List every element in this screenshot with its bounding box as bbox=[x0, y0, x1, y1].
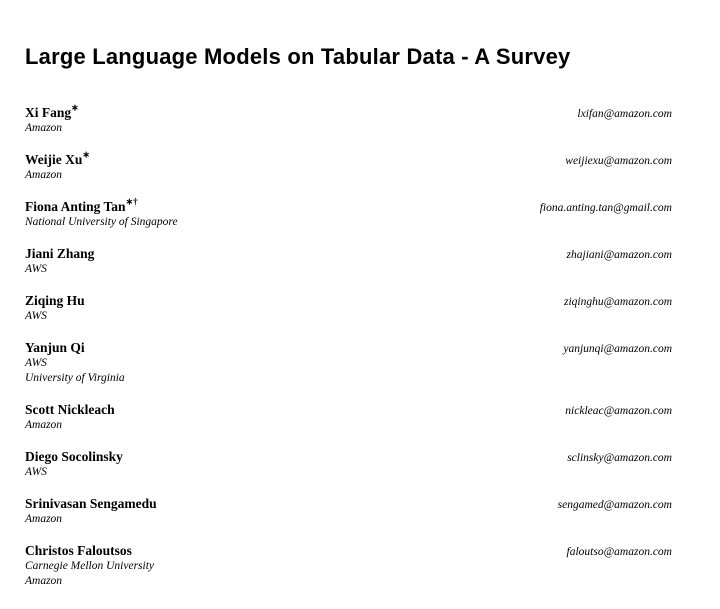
author-affiliations bbox=[25, 465, 567, 480]
author-info bbox=[25, 102, 577, 136]
author-block bbox=[25, 496, 672, 527]
author-name-line bbox=[25, 340, 563, 356]
author-info bbox=[25, 246, 567, 277]
author-block bbox=[25, 340, 672, 386]
author-email: yanjunqi@amazon.com bbox=[563, 343, 672, 356]
author-footnote-marker: ∗ bbox=[71, 102, 79, 113]
author-email: fiona.anting.tan@gmail.com bbox=[539, 202, 672, 215]
author-email: nickleac@amazon.com bbox=[565, 405, 672, 418]
author-affiliation: Amazon bbox=[25, 169, 63, 182]
author-affiliations bbox=[25, 309, 564, 324]
author-name: Yanjun Qi bbox=[25, 340, 85, 356]
author-info bbox=[25, 543, 567, 589]
author-affiliation: Carnegie Mellon University bbox=[25, 560, 155, 573]
author-name: Xi Fang bbox=[25, 105, 72, 121]
author-name: Ziqing Hu bbox=[25, 293, 85, 309]
author-email: sclinsky@amazon.com bbox=[567, 452, 672, 465]
author-info bbox=[25, 196, 540, 230]
author-affiliation: Amazon bbox=[25, 513, 63, 526]
author-name-line bbox=[25, 196, 540, 215]
author-footnote-marker: ∗† bbox=[125, 196, 138, 207]
author-email: sengamed@amazon.com bbox=[557, 499, 672, 512]
author-affiliations bbox=[25, 356, 563, 386]
author-info bbox=[25, 496, 558, 527]
author-name-line bbox=[25, 102, 577, 121]
author-name-line bbox=[25, 543, 567, 559]
author-affiliation: Amazon bbox=[25, 122, 63, 135]
author-email: zhajiani@amazon.com bbox=[566, 249, 672, 262]
author-affiliations bbox=[25, 559, 567, 589]
author-affiliations bbox=[25, 262, 567, 277]
author-info bbox=[25, 402, 565, 433]
author-name: Christos Faloutsos bbox=[25, 543, 132, 559]
author-affiliations bbox=[25, 121, 577, 136]
author-name-line bbox=[25, 449, 567, 465]
author-name-line bbox=[25, 496, 558, 512]
author-name: Diego Socolinsky bbox=[25, 449, 123, 465]
author-affiliations bbox=[25, 168, 565, 183]
author-name: Jiani Zhang bbox=[25, 246, 95, 262]
author-info bbox=[25, 449, 567, 480]
author-list bbox=[25, 102, 672, 589]
author-email: lxifan@amazon.com bbox=[577, 108, 672, 121]
author-block bbox=[25, 196, 672, 230]
author-email: weijiexu@amazon.com bbox=[565, 155, 672, 168]
author-email: faloutso@amazon.com bbox=[566, 546, 672, 559]
author-name-line bbox=[25, 402, 565, 418]
author-affiliation: National University of Singapore bbox=[25, 216, 178, 229]
author-block bbox=[25, 102, 672, 136]
paper-title: Large Language Models on Tabular Data - A Survey bbox=[25, 44, 571, 69]
author-info bbox=[25, 340, 563, 386]
author-affiliation: AWS bbox=[25, 466, 47, 479]
author-name: Fiona Anting Tan bbox=[25, 199, 126, 215]
author-name: Srinivasan Sengamedu bbox=[25, 496, 157, 512]
author-name-line bbox=[25, 149, 565, 168]
author-affiliation: AWS bbox=[25, 310, 47, 323]
author-block bbox=[25, 149, 672, 183]
author-block bbox=[25, 402, 672, 433]
author-block bbox=[25, 543, 672, 589]
author-affiliations bbox=[25, 418, 565, 433]
author-name: Scott Nickleach bbox=[25, 402, 115, 418]
author-email: ziqinghu@amazon.com bbox=[563, 296, 672, 309]
author-affiliation: University of Virginia bbox=[25, 372, 125, 385]
author-name-line bbox=[25, 246, 567, 262]
author-block bbox=[25, 246, 672, 277]
author-affiliations bbox=[25, 215, 540, 230]
author-info bbox=[25, 293, 564, 324]
author-affiliations bbox=[25, 512, 558, 527]
author-affiliation: AWS bbox=[25, 357, 47, 370]
author-affiliation: AWS bbox=[25, 263, 47, 276]
author-name-line bbox=[25, 293, 564, 309]
author-info bbox=[25, 149, 565, 183]
author-affiliation: Amazon bbox=[25, 575, 63, 588]
author-footnote-marker: ∗ bbox=[82, 149, 90, 160]
author-block bbox=[25, 293, 672, 324]
author-block bbox=[25, 449, 672, 480]
author-name: Weijie Xu bbox=[25, 152, 83, 168]
author-affiliation: Amazon bbox=[25, 419, 63, 432]
